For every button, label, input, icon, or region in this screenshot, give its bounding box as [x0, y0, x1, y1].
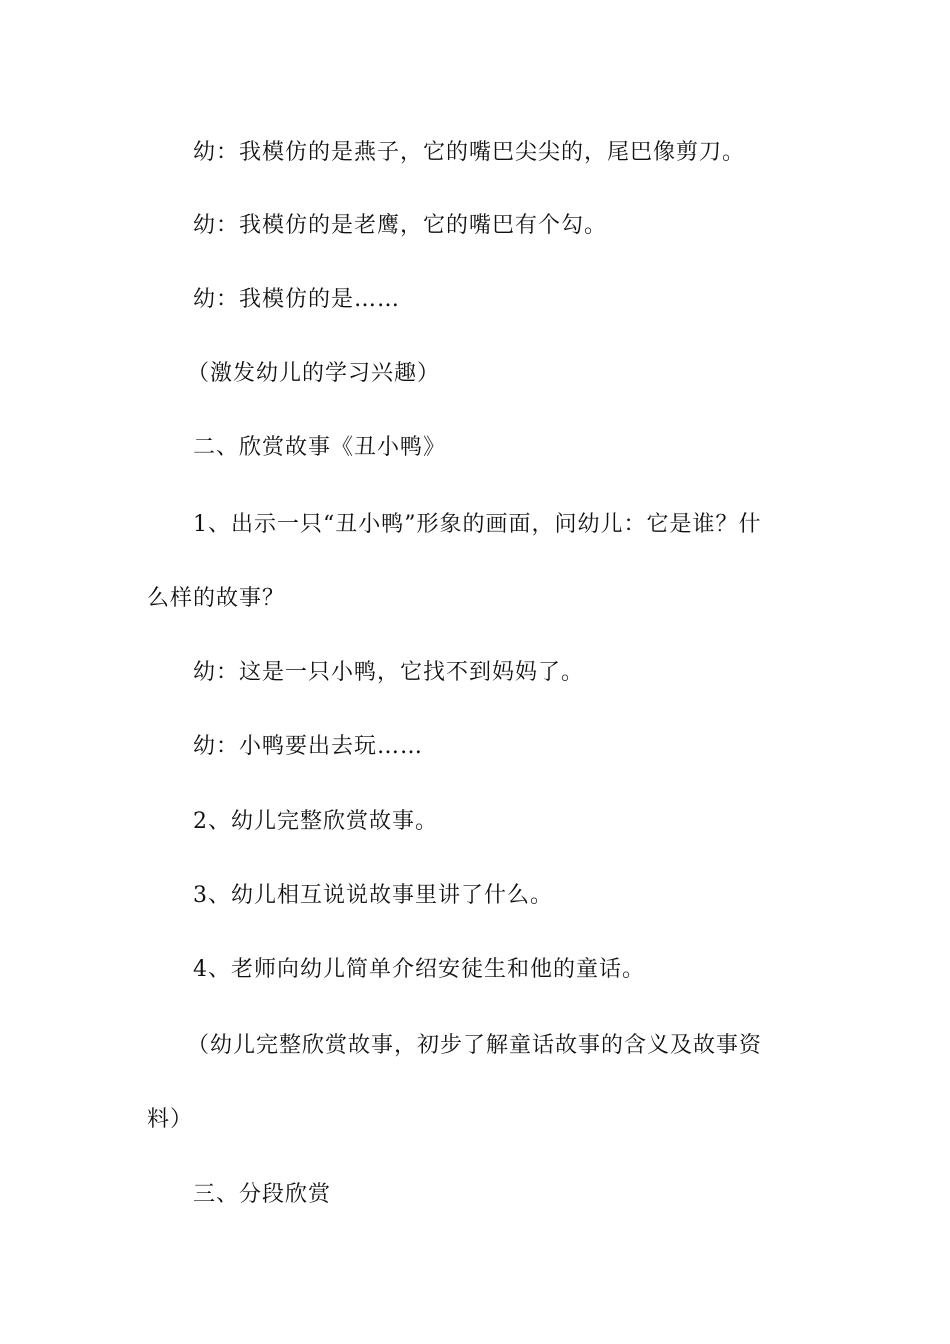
paragraph-line: 幼：我模仿的是…… — [193, 287, 401, 312]
paragraph-line: 4、老师向幼儿简单介绍安徒生和他的童话。 — [193, 957, 645, 982]
paragraph-line: 1、出示一只“丑小鸭”形象的画面，问幼儿：它是谁？什 — [193, 512, 762, 537]
paragraph-line: 3、幼儿相互说说故事里讲了什么。 — [193, 883, 553, 908]
section-heading: 二、欣赏故事《丑小鸭》 — [193, 435, 447, 460]
paragraph-line: 幼：我模仿的是燕子，它的嘴巴尖尖的，尾巴像剪刀。 — [193, 140, 746, 165]
paragraph-line: 幼：这是一只小鸭，它找不到妈妈了。 — [193, 660, 585, 685]
paragraph-line: 么样的故事？ — [147, 586, 286, 611]
paragraph-line: （幼儿完整欣赏故事，初步了解童话故事的含义及故事资 — [187, 1033, 763, 1058]
paragraph-line: 2、幼儿完整欣赏故事。 — [193, 809, 438, 834]
paragraph-line: （激发幼儿的学习兴趣） — [187, 361, 441, 386]
section-heading: 三、分段欣赏 — [193, 1182, 332, 1207]
paragraph-line: 料） — [147, 1107, 194, 1132]
paragraph-line: 幼：小鸭要出去玩…… — [193, 734, 424, 759]
paragraph-line: 幼：我模仿的是老鹰，它的嘴巴有个勾。 — [193, 213, 608, 238]
